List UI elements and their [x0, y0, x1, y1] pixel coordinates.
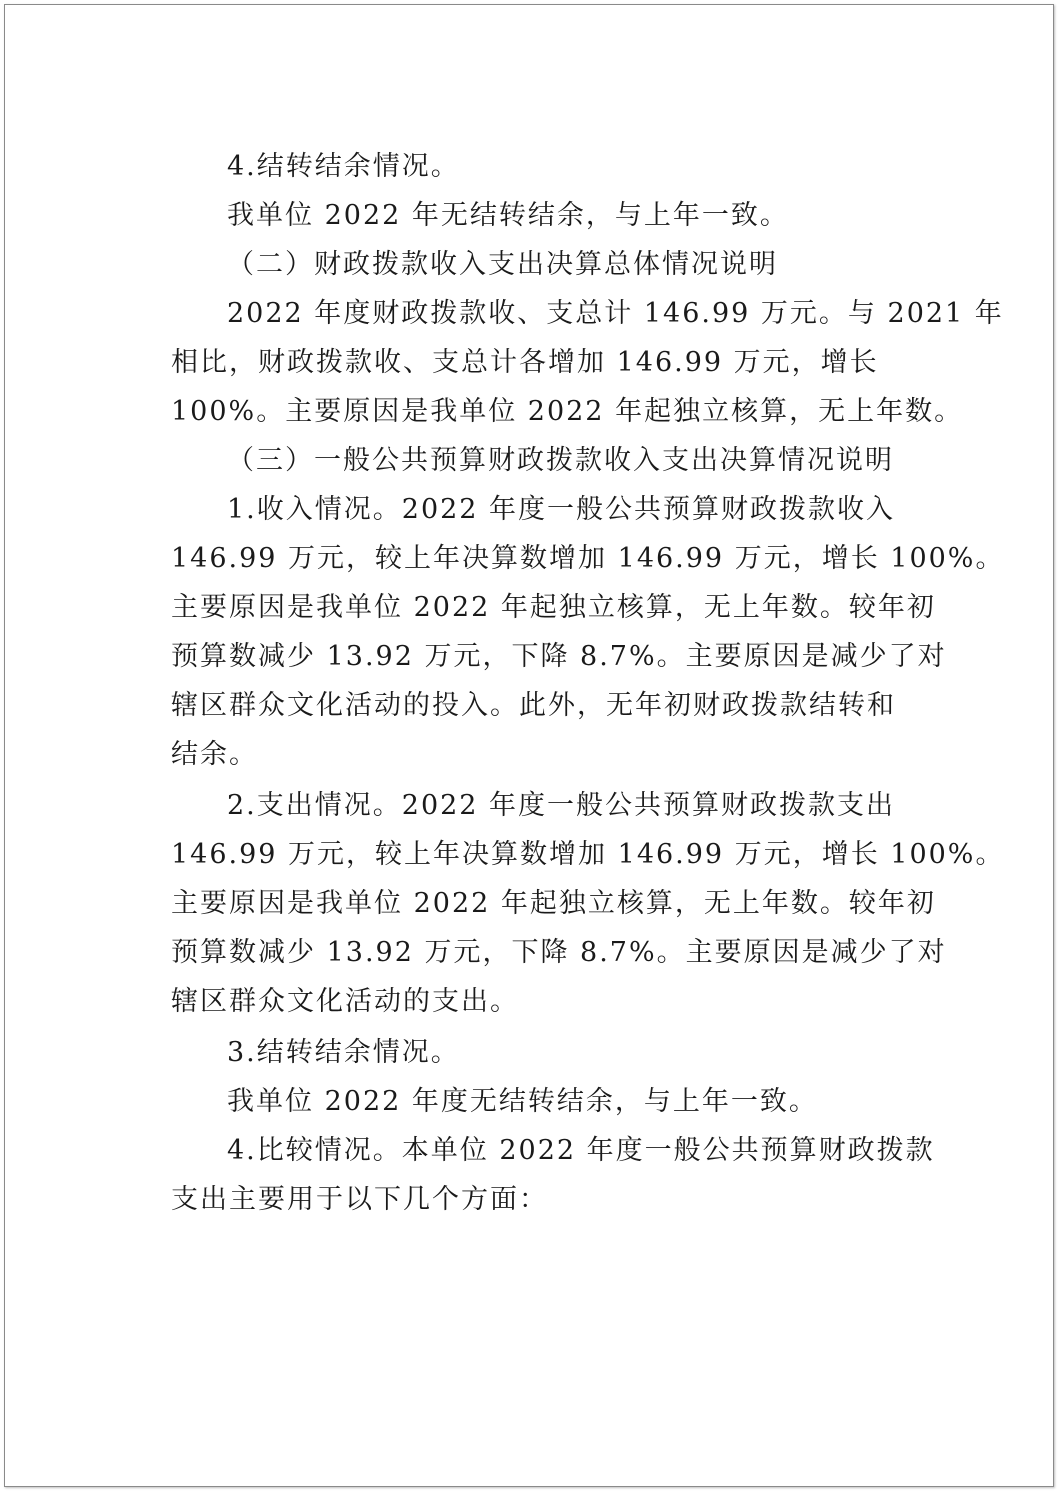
paragraph-line: 146.99 万元，较上年决算数增加 146.99 万元，增长 100%。 — [171, 839, 1005, 870]
paragraph-line: 100%。主要原因是我单位 2022 年起独立核算，无上年数。 — [171, 396, 964, 427]
paragraph-line: 1.收入情况。2022 年度一般公共预算财政拨款收入 — [227, 494, 896, 525]
paragraph-line: 我单位 2022 年度无结转结余，与上年一致。 — [227, 1086, 818, 1117]
paragraph-line: 4.结转结余情况。 — [227, 151, 460, 182]
paragraph-line: 支出主要用于以下几个方面： — [171, 1184, 548, 1215]
paragraph-line: 主要原因是我单位 2022 年起独立核算，无上年数。较年初 — [171, 592, 936, 623]
paragraph-line: 辖区群众文化活动的支出。 — [171, 986, 519, 1017]
paragraph-line: 预算数减少 13.92 万元，下降 8.7%。主要原因是减少了对 — [171, 937, 947, 968]
paragraph-line: 结余。 — [171, 739, 258, 770]
paragraph-line: 我单位 2022 年无结转结余，与上年一致。 — [227, 200, 789, 231]
paragraph-line: 2022 年度财政拨款收、支总计 146.99 万元。与 2021 年 — [227, 298, 1004, 329]
paragraph-line: 4.比较情况。本单位 2022 年度一般公共预算财政拨款 — [227, 1135, 935, 1166]
paragraph-line: 146.99 万元，较上年决算数增加 146.99 万元，增长 100%。 — [171, 543, 1005, 574]
paragraph-line: 主要原因是我单位 2022 年起独立核算，无上年数。较年初 — [171, 888, 936, 919]
paragraph-line: 相比，财政拨款收、支总计各增加 146.99 万元，增长 — [171, 347, 879, 378]
paragraph-line: 预算数减少 13.92 万元，下降 8.7%。主要原因是减少了对 — [171, 641, 947, 672]
paragraph-line: 2.支出情况。2022 年度一般公共预算财政拨款支出 — [227, 790, 896, 821]
section-heading: （三）一般公共预算财政拨款收入支出决算情况说明 — [227, 445, 894, 476]
paragraph-line: 辖区群众文化活动的投入。此外，无年初财政拨款结转和 — [171, 690, 896, 721]
document-page — [4, 4, 1054, 1487]
paragraph-line: 3.结转结余情况。 — [227, 1037, 460, 1068]
section-heading: （二）财政拨款收入支出决算总体情况说明 — [227, 249, 778, 280]
